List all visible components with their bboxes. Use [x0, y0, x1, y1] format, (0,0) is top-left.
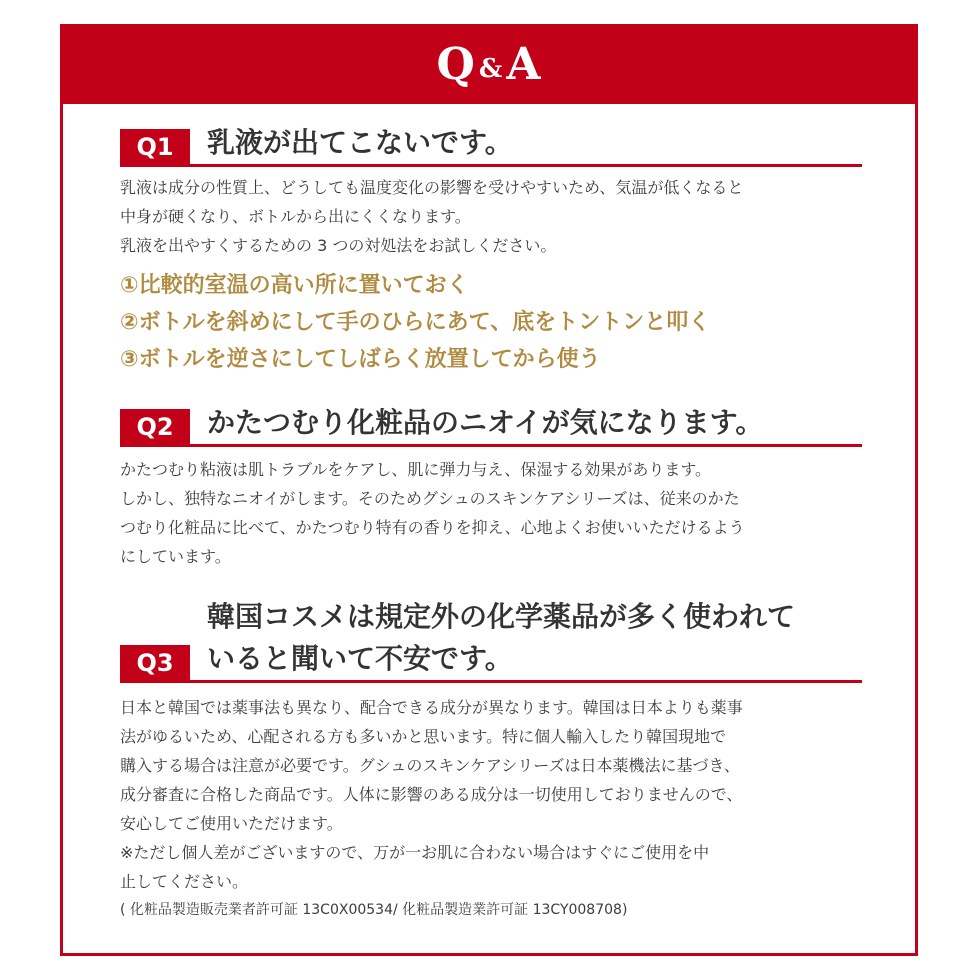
q2-heading: [120, 402, 862, 447]
q3-answer-line: 成分審査に合格した商品です。人体に影響のある成分は一切使用しておりませんので、: [120, 785, 743, 804]
q3-answer-line: 安心してご使用いただけます。: [120, 814, 343, 833]
q3-heading: [120, 596, 862, 683]
q1-title: 乳液が出てこないです。: [207, 126, 513, 159]
qa-title-a: A: [506, 38, 542, 90]
q1-tip-3: ③ボトルを逆さにしてしばらく放置してから使う: [120, 347, 601, 372]
q3-answer-line: 止してください。: [120, 872, 249, 891]
q1-tip-2: ②ボトルを斜めにして手のひらにあて、底をトントンと叩く: [120, 310, 711, 335]
q2-answer-line: しかし、独特なニオイがします。そのためグシュのスキンケアシリーズは、従来のかた: [120, 489, 740, 508]
qa-header: [60, 24, 918, 104]
q2-answer-line: にしています。: [120, 547, 231, 566]
q3-answer: [120, 693, 870, 925]
qa-title-q: Q: [436, 38, 476, 90]
q3-answer-line: 購入する場合は注意が必要です。グシュのスキンケアシリーズは日本薬機法に基づき、: [120, 756, 740, 775]
qa-title-amp: &: [478, 53, 504, 84]
q1-tip-1: ①比較的室温の高い所に置いておく: [120, 273, 469, 298]
q2-answer-line: つむり化粧品に比べて、かたつむり特有の香りを抑え、心地よくお使いいただけるよう: [120, 518, 745, 537]
q2-badge: Q2: [120, 409, 190, 444]
license-note: ( 化粧品製造販売業者許可証 13C0X00534/ 化粧品製造業許可証 13CY008708): [120, 902, 628, 918]
q2-title: かたつむり化粧品のニオイが気になります。: [207, 406, 764, 439]
q2-answer: [120, 455, 870, 571]
q1-badge: Q1: [120, 129, 190, 164]
q1-answer-line: 中身が硬くなり、ボトルから出にくくなります。: [120, 207, 471, 226]
q3-answer-line: 法がゆるいため、心配される方も多いかと思います。特に個人輸入したり韓国現地で: [120, 727, 727, 746]
q1-answer: [120, 173, 870, 260]
q3-answer-line: ※ただし個人差がございますので、万が一お肌に合わない場合はすぐにご使用を中: [120, 843, 710, 862]
q3-badge: Q3: [120, 645, 190, 680]
q3-answer-line: 日本と韓国では薬事法も異なり、配合できる成分が異なります。韓国は日本よりも薬事: [120, 698, 743, 717]
q1-answer-line: 乳液は成分の性質上、どうしても温度変化の影響を受けやすいため、気温が低くなると: [120, 178, 744, 197]
q1-answer-line: 乳液を出やすくするための 3 つの対処法をお試しください。: [120, 236, 557, 255]
q2-answer-line: かたつむり粘液は肌トラブルをケアし、肌に弾力与え、保湿する効果があります。: [120, 460, 712, 479]
qa-title: [437, 39, 542, 90]
q3-title-line-2: いると聞いて不安です。: [207, 642, 513, 675]
q3-title-line-1: 韓国コスメは規定外の化学薬品が多く使われて: [207, 600, 796, 633]
q1-heading: [120, 122, 862, 167]
